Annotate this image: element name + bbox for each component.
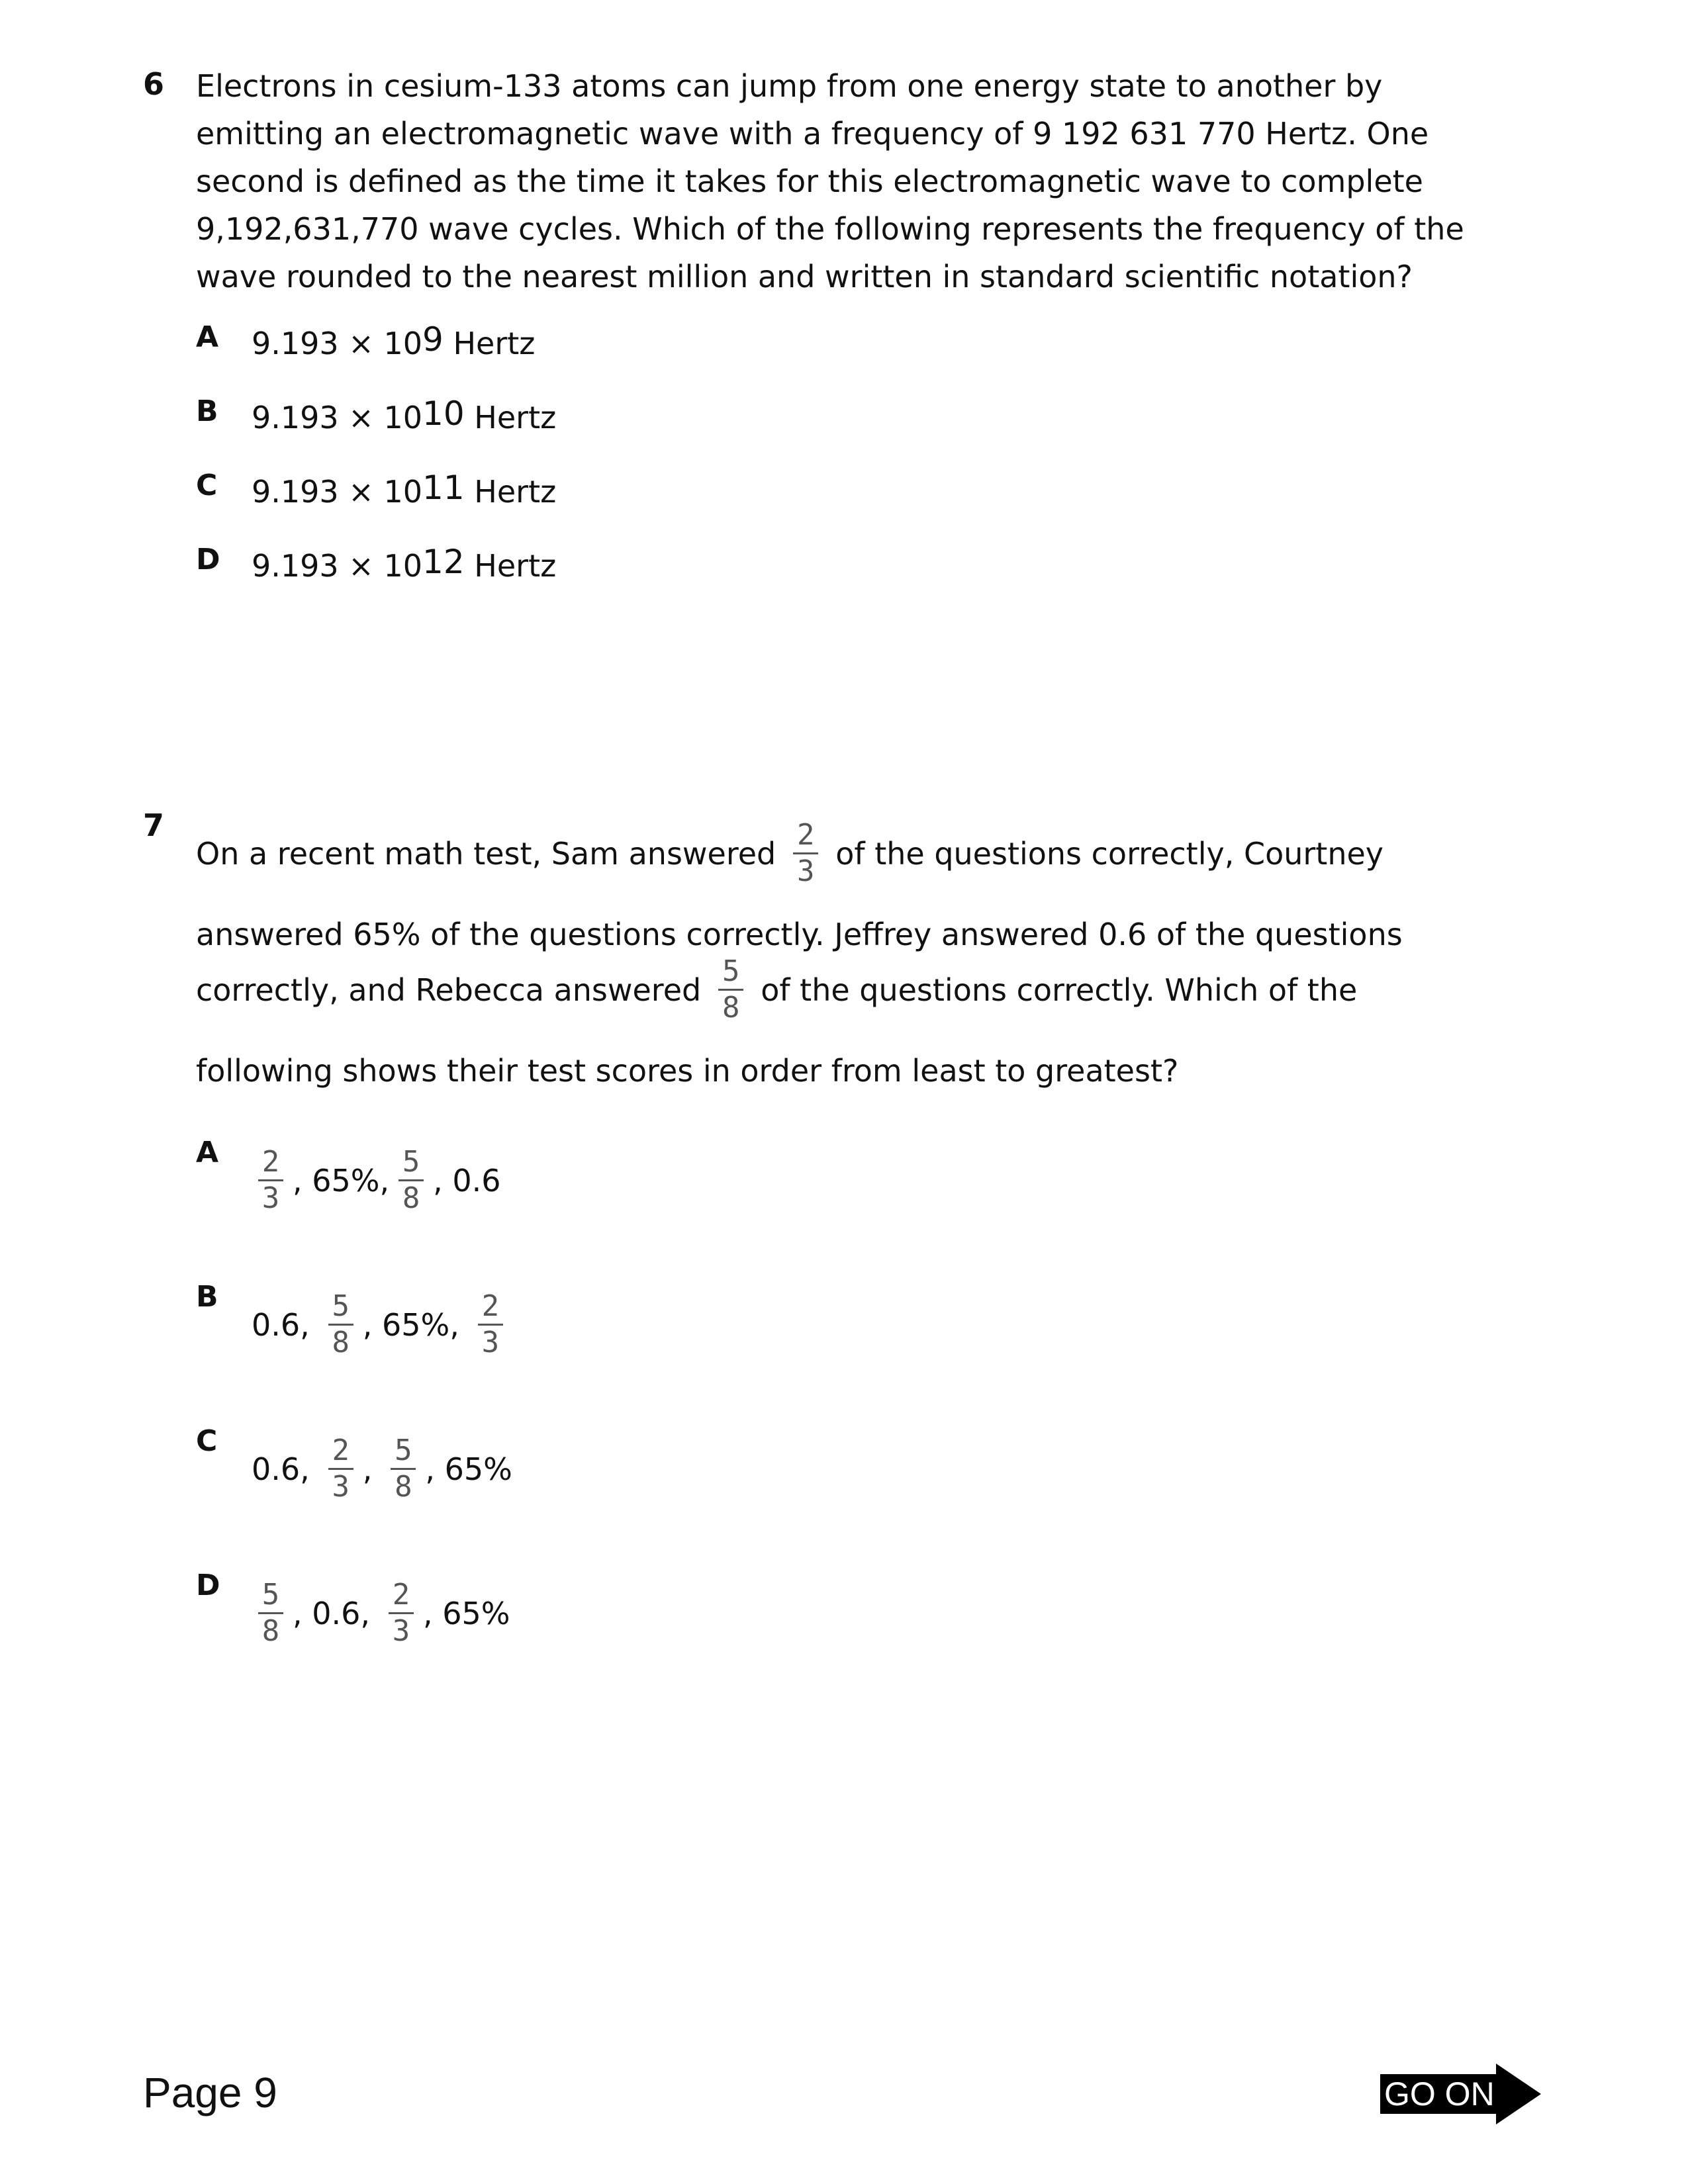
q6-choice-c[interactable]: 9.193 × 10 $^{11}$ Hertz xyxy=(252,469,557,510)
q6-choice-b[interactable]: 9.193 × 10 $^{10}$ Hertz xyxy=(252,394,557,435)
q7-choice-a[interactable] xyxy=(252,1146,501,1214)
q6-choice-b-base: 9.193 × 10 xyxy=(252,400,423,435)
fraction xyxy=(389,1579,414,1647)
numerator: 5 xyxy=(395,1433,412,1467)
choice-text: 0.6, xyxy=(252,1451,310,1487)
q6-choice-c-unit: Hertz xyxy=(474,474,557,510)
question-7-text: of the questions correctly. Which of the xyxy=(761,972,1358,1008)
denominator: 3 xyxy=(332,1470,350,1504)
choice-text: , 65% xyxy=(423,1595,510,1631)
fraction xyxy=(328,1435,353,1503)
numerator: 2 xyxy=(392,1578,410,1612)
q7-choice-a-letter: A xyxy=(196,1136,219,1169)
q6-choice-c-base: 9.193 × 10 xyxy=(252,474,423,510)
question-6-line: emitting an electromagnetic wave with a frequency of 9 192 631 770 Hertz. One xyxy=(196,116,1429,152)
q6-choice-b-unit: Hertz xyxy=(474,400,557,435)
numerator: 2 xyxy=(261,1145,280,1179)
go-on-label: GO ON xyxy=(1380,2074,1499,2114)
numerator: 5 xyxy=(402,1145,420,1179)
choice-text: , 0.6, xyxy=(293,1595,371,1631)
numerator: 2 xyxy=(332,1433,350,1467)
numerator: 5 xyxy=(722,954,740,988)
question-6-line: Electrons in cesium-133 atoms can jump from one energy state to another by xyxy=(196,68,1383,104)
fraction xyxy=(399,1146,424,1214)
choice-text: , xyxy=(362,1451,373,1487)
choice-text: , 0.6 xyxy=(433,1162,501,1199)
denominator: 3 xyxy=(797,854,815,888)
q7-choice-b-letter: B xyxy=(196,1280,218,1314)
choice-text: , 65% xyxy=(425,1451,512,1487)
q6-choice-d-letter: D xyxy=(196,543,220,576)
numerator: 5 xyxy=(332,1289,350,1323)
question-6-line: wave rounded to the nearest million and written in standard scientific notation? xyxy=(196,259,1413,295)
q6-choice-c-letter: C xyxy=(196,469,218,502)
fraction xyxy=(258,1579,283,1647)
question-7-line-2: answered 65% of the questions correctly. Jeffrey answered 0.6 of the questions xyxy=(196,917,1403,952)
fraction xyxy=(391,1435,416,1503)
q6-choice-b-letter: B xyxy=(196,394,218,428)
choice-text: 0.6, xyxy=(252,1306,310,1343)
question-7-line-3 xyxy=(196,956,1357,1024)
question-7-text: correctly, and Rebecca answered xyxy=(196,972,702,1008)
fraction-two-thirds xyxy=(793,819,818,887)
fraction-five-eighths xyxy=(718,956,743,1024)
q6-choice-d[interactable]: 9.193 × 10 $^{12}$ Hertz xyxy=(252,543,557,584)
question-7-number: 7 xyxy=(143,807,165,843)
question-6-line: second is defined as the time it takes for this electromagnetic wave to complete xyxy=(196,163,1423,199)
choice-text: , 65%, xyxy=(293,1162,390,1199)
q6-choice-d-unit: Hertz xyxy=(474,548,557,584)
fraction xyxy=(478,1291,503,1359)
question-7-text: On a recent math test, Sam answered xyxy=(196,835,776,872)
q6-choice-d-base: 9.193 × 10 xyxy=(252,548,423,584)
denominator: 3 xyxy=(481,1326,500,1359)
denominator: 8 xyxy=(722,991,740,1024)
q7-choice-d-letter: D xyxy=(196,1569,220,1602)
q6-choice-a-letter: A xyxy=(196,320,219,354)
choice-text: , 65%, xyxy=(362,1306,459,1343)
question-7-line-1 xyxy=(196,819,1383,887)
q6-choice-a-base: 9.193 × 10 xyxy=(252,326,423,361)
q7-choice-c-letter: C xyxy=(196,1424,218,1458)
denominator: 8 xyxy=(332,1326,350,1359)
go-on-button[interactable] xyxy=(1380,2064,1541,2124)
q7-choice-c[interactable] xyxy=(252,1435,512,1503)
fraction xyxy=(258,1146,283,1214)
denominator: 3 xyxy=(392,1614,410,1648)
denominator: 3 xyxy=(261,1181,280,1215)
question-7-text: of the questions correctly, Courtney xyxy=(835,835,1384,872)
denominator: 8 xyxy=(261,1614,280,1648)
q6-choice-a[interactable]: 9.193 × 10 $^9$ Hertz xyxy=(252,320,536,361)
page-number: Page 9 xyxy=(143,2069,277,2116)
numerator: 5 xyxy=(261,1578,280,1612)
fraction xyxy=(328,1291,353,1359)
denominator: 8 xyxy=(395,1470,412,1504)
numerator: 2 xyxy=(481,1289,500,1323)
denominator: 8 xyxy=(402,1181,420,1215)
q6-choice-a-unit: Hertz xyxy=(453,326,536,361)
q7-choice-b[interactable] xyxy=(252,1291,512,1359)
question-6-stem xyxy=(196,62,1464,300)
question-6-line: 9,192,631,770 wave cycles. Which of the following represents the frequency of the xyxy=(196,211,1464,247)
question-7-line-4: following shows their test scores in order from least to greatest? xyxy=(196,1053,1179,1089)
arrow-right-icon xyxy=(1496,2064,1541,2124)
q7-choice-d[interactable] xyxy=(252,1579,510,1647)
question-6-number: 6 xyxy=(143,66,165,102)
numerator: 2 xyxy=(797,818,815,852)
